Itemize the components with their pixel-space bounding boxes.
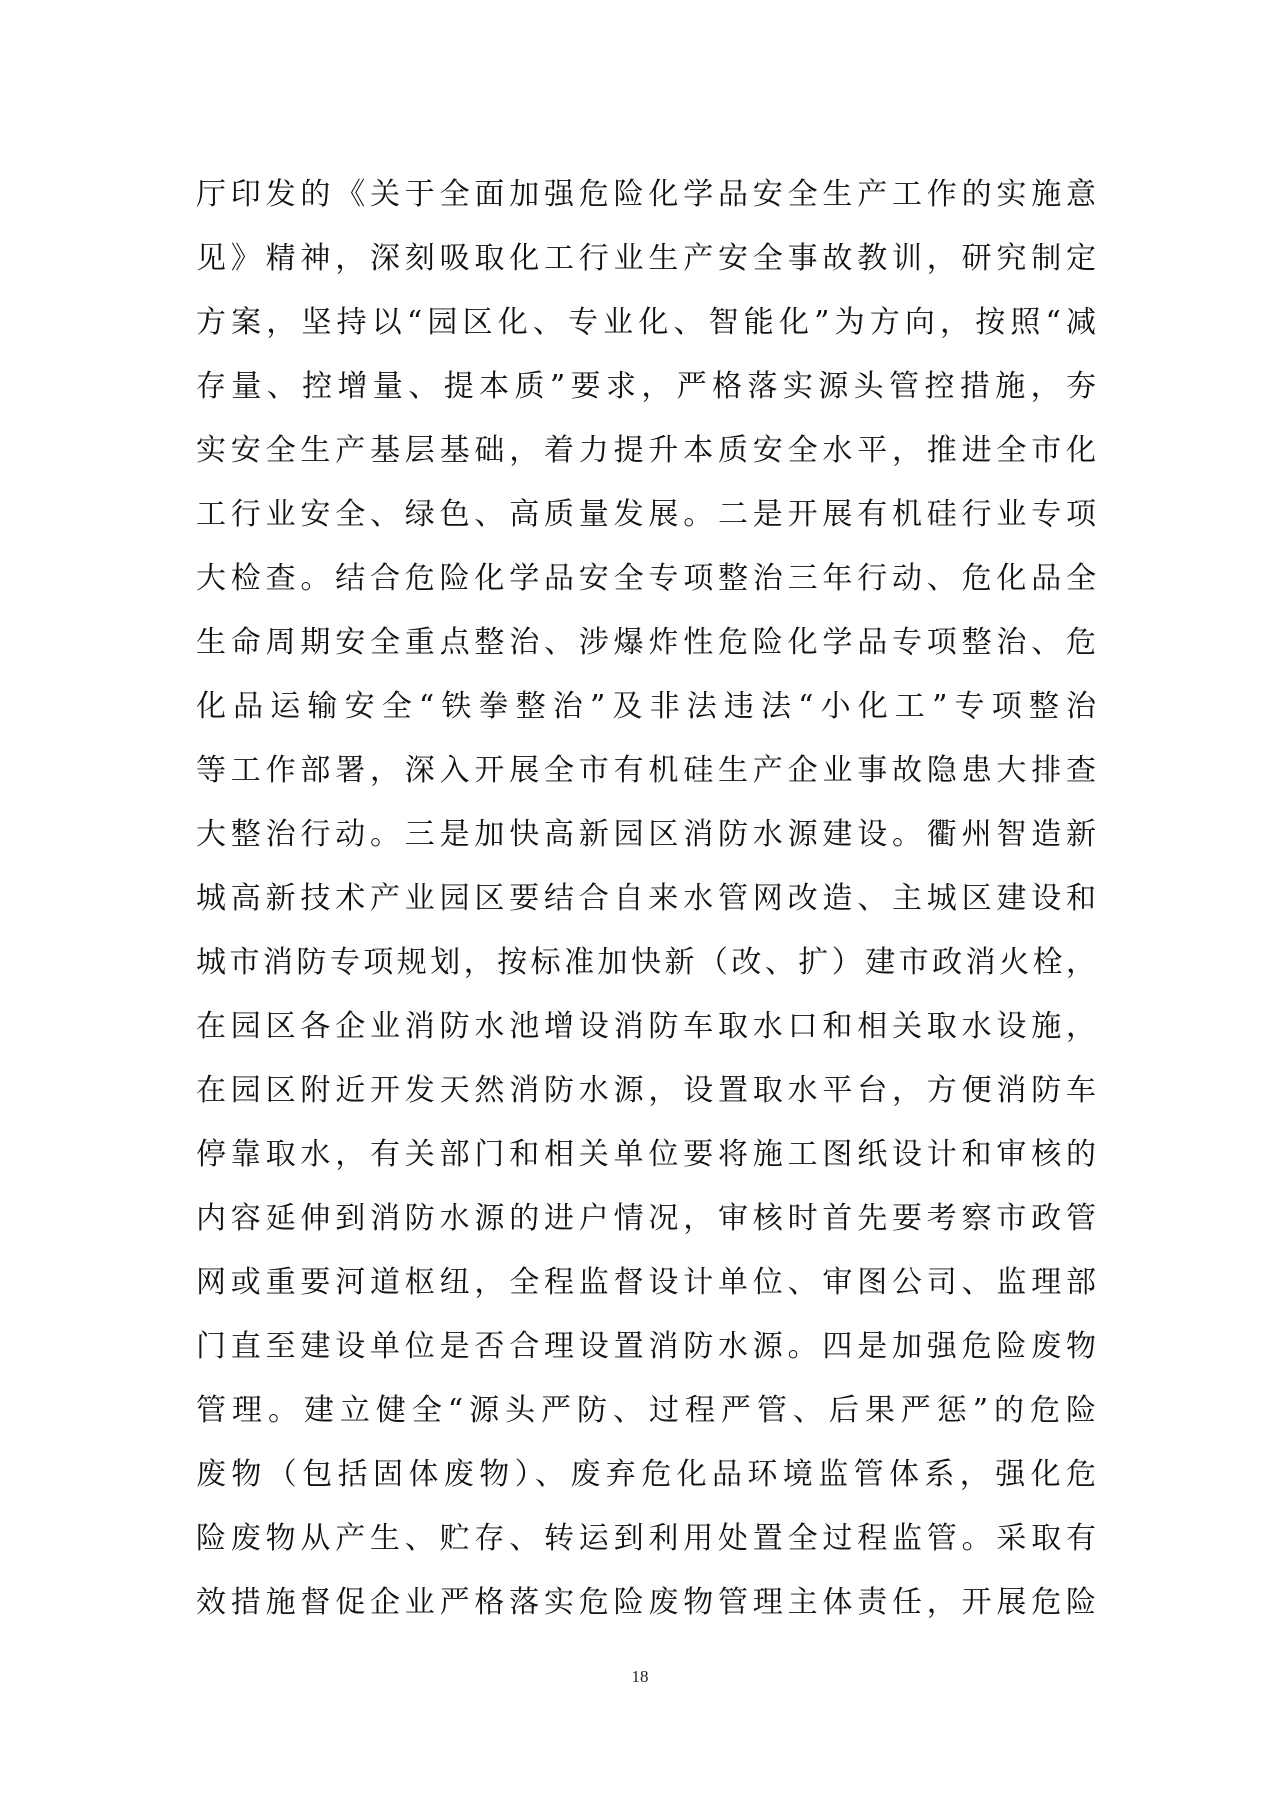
text-line: 见》精神，深刻吸取化工行业生产安全事故教训，研究制定 xyxy=(196,241,1096,276)
page-number: 18 xyxy=(631,1667,649,1686)
text-line: 险废物从产生、贮存、转运到利用处置全过程监管。采取有 xyxy=(196,1521,1096,1556)
text-line: 化品运输安全“铁拳整治”及非法违法“小化工”专项整治 xyxy=(196,689,1096,724)
text-line: 停靠取水，有关部门和相关单位要将施工图纸设计和审核的 xyxy=(196,1137,1096,1172)
text-line: 大整治行动。三是加快高新园区消防水源建设。衢州智造新 xyxy=(196,817,1096,852)
text-line: 门直至建设单位是否合理设置消防水源。四是加强危险废物 xyxy=(196,1329,1096,1364)
text-line: 实安全生产基层基础，着力提升本质安全水平，推进全市化 xyxy=(196,433,1096,468)
text-line: 废物（包括固体废物）、废弃危化品环境监管体系，强化危 xyxy=(196,1457,1096,1492)
text-line: 生命周期安全重点整治、涉爆炸性危险化学品专项整治、危 xyxy=(196,625,1096,660)
text-line: 管理。建立健全“源头严防、过程严管、后果严惩”的危险 xyxy=(196,1393,1096,1428)
text-line: 内容延伸到消防水源的进户情况，审核时首先要考察市政管 xyxy=(196,1201,1096,1236)
text-line: 在园区各企业消防水池增设消防车取水口和相关取水设施， xyxy=(196,1009,1096,1044)
text-line: 大检查。结合危险化学品安全专项整治三年行动、危化品全 xyxy=(196,561,1096,596)
text-line: 存量、控增量、提本质”要求，严格落实源头管控措施，夯 xyxy=(196,369,1096,404)
text-line: 厅印发的《关于全面加强危险化学品安全生产工作的实施意 xyxy=(196,177,1096,212)
body-text xyxy=(196,163,1096,1635)
text-line: 效措施督促企业严格落实危险废物管理主体责任，开展危险 xyxy=(196,1585,1096,1620)
text-line: 网或重要河道枢纽，全程监督设计单位、审图公司、监理部 xyxy=(196,1265,1096,1300)
text-line: 工行业安全、绿色、高质量发展。二是开展有机硅行业专项 xyxy=(196,497,1096,532)
text-line: 等工作部署，深入开展全市有机硅生产企业事故隐患大排查 xyxy=(196,753,1096,788)
text-line: 在园区附近开发天然消防水源，设置取水平台，方便消防车 xyxy=(196,1073,1096,1108)
text-line: 城市消防专项规划，按标准加快新（改、扩）建市政消火栓， xyxy=(196,945,1096,980)
text-line: 方案，坚持以“园区化、专业化、智能化”为方向，按照“减 xyxy=(196,305,1096,340)
text-line: 城高新技术产业园区要结合自来水管网改造、主城区建设和 xyxy=(196,881,1096,916)
